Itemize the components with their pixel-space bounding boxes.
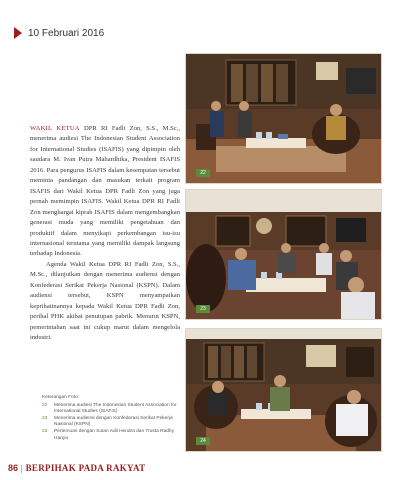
photo-number-badge: 24	[196, 437, 210, 445]
photo-isafis-meeting	[185, 53, 382, 184]
caption-title: Keterangan Foto:	[42, 395, 80, 400]
caption-text: Menerima audiensi dengan Konfederasi Serikat Pekerja Nasional (KSPN)	[54, 415, 173, 428]
caption-item	[42, 403, 182, 416]
caption-item	[42, 429, 182, 442]
page-number: 86	[8, 463, 19, 473]
photo-kspn-meeting	[185, 189, 382, 320]
photo-1-illustration	[186, 54, 381, 183]
caption-text: Menerima audiesi The Indonesian Student Association for International Studies (ISAFIS)	[54, 402, 177, 415]
page-footer	[8, 463, 145, 473]
paragraph-1	[30, 124, 180, 260]
photo-sutan-adil-meeting	[185, 328, 382, 452]
photo-2-illustration	[186, 190, 381, 319]
caption-text: Pertemuan dengan Sutan Adil Hendra dan Trusta Radhy Hanya	[54, 428, 175, 441]
footer-divider: |	[21, 464, 23, 473]
triangle-marker-icon	[14, 27, 22, 39]
article-body	[30, 124, 180, 344]
page-header	[14, 27, 104, 39]
page-date: 10 Februari 2016	[28, 27, 105, 39]
footer-brand: BERPIHAK PADA RAKYAT	[25, 463, 146, 473]
paragraph-1-text: DPR RI Fadli Zon, S.S., M.Sc., menerima audiesi The Indonesian Student Association for International Studies (ISAFIS) yang dipimpin oleh saudara M. Ivan Putra Mahardhika, President ISAFIS 2016. Para pengurus ISAFIS dalam kesempatan tersebut meminta pandangan dan masukan terkait program ISAFIS dari Wakil Ketua DPR Fadli Zon yang juga pernah memimpin ISAFIS. Wakil Ketua DPR RI Fadli Zon menghargai kiprah ISAFIS dalam mengembangkan generasi muda yang memiliki pengetahuan dan produktif dalam menyikapi perkembangan isu-isu internasional terutama yang memiliki dampak langsung terhadap Indonesia.	[30, 125, 180, 258]
lead-in: WAKIL KETUA	[30, 125, 80, 132]
photo-3-illustration	[186, 329, 381, 451]
photo-number-badge: 23	[196, 305, 210, 313]
caption-number: 22	[42, 402, 48, 408]
paragraph-2: Agenda Wakil Ketua DPR RI Fadli Zon, S.S., M.Sc., dilanjutkan dengan menerima audiensi dengan Konfederasi Serikat Pekerja Nasional (KSPN). Dalam audiensi tersebut, KSPN menyampaikan keprihatinannya kepada Wakil Ketua DPR Fadli Zon, perihal PHK akibat penutupan pabrik. Menurut KSPN, pemerintahan saat ini cukup marut dalam mengelola industri.	[30, 260, 180, 342]
photo-number-badge: 22	[196, 169, 210, 177]
photo-caption	[42, 395, 182, 442]
caption-number: 23	[42, 428, 48, 434]
caption-number: 23	[42, 415, 48, 421]
caption-item	[42, 416, 182, 429]
